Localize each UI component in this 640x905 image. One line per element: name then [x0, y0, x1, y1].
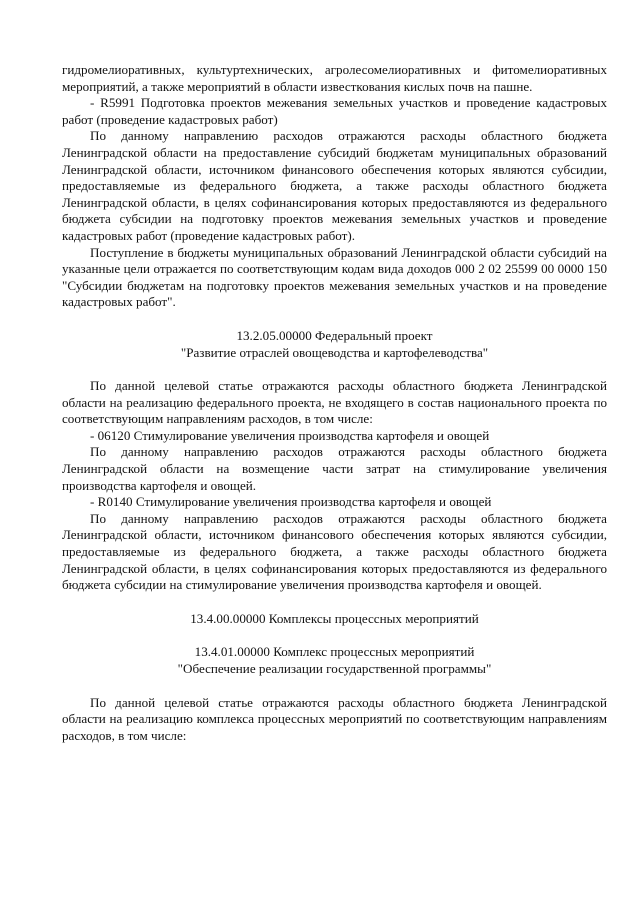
heading-federal-project-title: "Развитие отраслей овощеводства и картофелеводства"	[180, 344, 489, 360]
heading-federal-project-code: 13.2.05.00000 Федеральный проект	[236, 327, 433, 343]
paragraph-continuation: гидромелиоративных, культуртехнических, агролесомелиоративных и фитомелиоративных мероприятий, а также мероприятий в области известкования кислых почв на пашне.	[62, 62, 607, 94]
paragraph-r5991-revenue: Поступление в бюджеты муниципальных образований Ленинградской области субсидий на указанные цели отражается по соответствующим кодам вида доходов 000 2 02 25599 00 0000 150 "Субсидии бюджетам на подготовку проектов межевания земельных участков и на проведение кадастровых работ".	[62, 244, 607, 310]
paragraph-process-complex-intro: По данной целевой статье отражаются расходы областного бюджета Ленинградской области на реализацию комплекса процессных мероприятий по соответствующим направлениям расходов, в том числе:	[62, 694, 607, 743]
heading-process-complex-title: "Обеспечение реализации государственной программы"	[177, 661, 492, 676]
paragraph-r0140-description: По данному направлению расходов отражаются расходы областного бюджета Ленинградской области, источником финансового обеспечения которых являются субсидии, предоставляемые из федерального бюджета, а также расходы областного бюджета Ленинградской области, в целях софинансирования которых предоставляются из федерального бюджета субсидии на стимулирование увеличения производства картофеля и овощей.	[62, 510, 607, 593]
heading-process-complex-code: 13.4.01.00000 Комплекс процессных мероприятий	[194, 644, 475, 660]
heading-process-complex	[62, 644, 607, 677]
paragraph-federal-project-intro: По данной целевой статье отражаются расходы областного бюджета Ленинградской области на реализацию федерального проекта, не входящего в состав национального проекта по соответствующим направлениям расходов, в том числе:	[62, 378, 607, 427]
item-r0140: - R0140 Стимулирование увеличения производства картофеля и овощей	[90, 494, 492, 510]
heading-process-complexes: 13.4.00.00000 Комплексы процессных мероприятий	[190, 610, 479, 626]
heading-federal-project	[62, 328, 607, 361]
item-r5991: - R5991 Подготовка проектов межевания земельных участков и проведение кадастровых работ (проведение кадастровых работ)	[62, 95, 607, 127]
paragraph-r5991-description: По данному направлению расходов отражаются расходы областного бюджета Ленинградской области на предоставление субсидий бюджетам муниципальных образований Ленинградской области, источником финансового обеспечения которых являются субсидии, предоставляемые из федерального бюджета, а также расходы областного бюджета Ленинградской области, в целях софинансирования которых предоставляются из федерального бюджета субсидии на подготовку проектов межевания земельных участков и проведение кадастровых работ (проведение кадастровых работ).	[62, 128, 607, 243]
paragraph-06120-description: По данному направлению расходов отражаются расходы областного бюджета Ленинградской области на возмещение части затрат на стимулирование увеличения производства картофеля и овощей.	[62, 444, 607, 493]
item-06120: - 06120 Стимулирование увеличения производства картофеля и овощей	[90, 427, 490, 443]
